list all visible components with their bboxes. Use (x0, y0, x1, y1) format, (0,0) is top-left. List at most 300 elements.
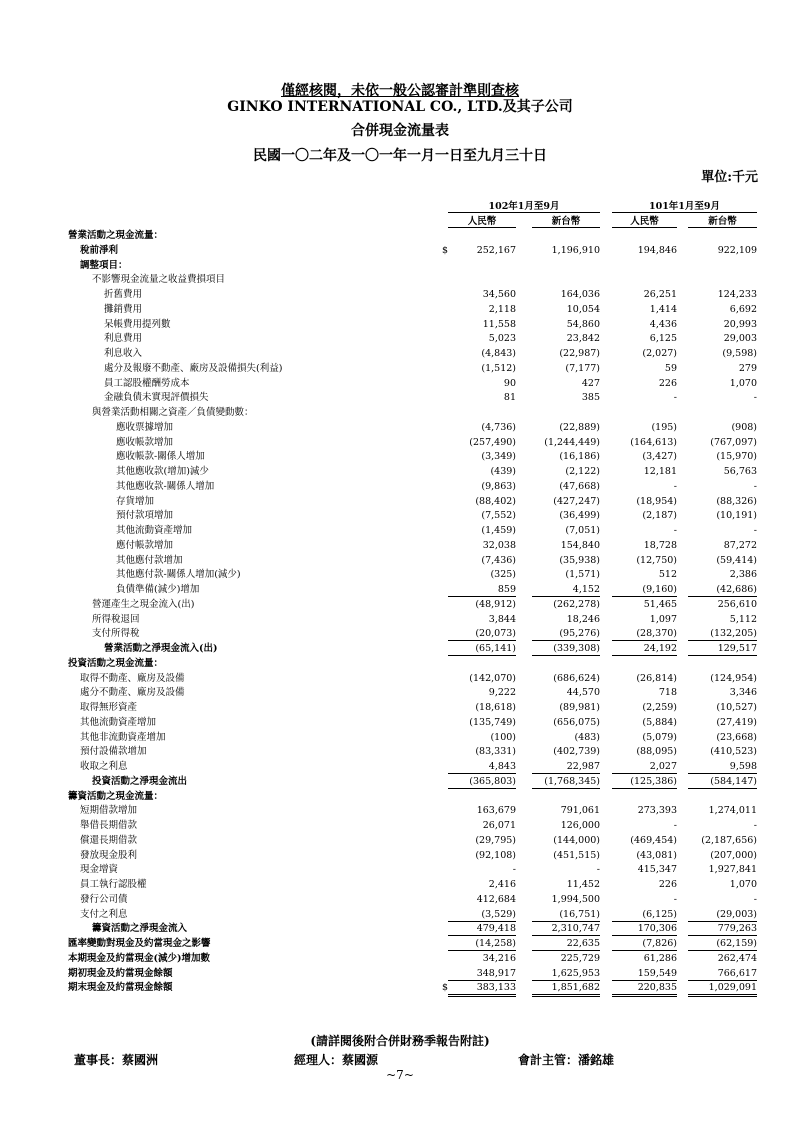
row-value: 6,125 (649, 333, 677, 345)
row-label: 利息費用 (104, 333, 143, 345)
row-value: 2,027 (612, 760, 677, 774)
row-value: 2,386 (729, 569, 757, 581)
row-value: (207,000) (710, 849, 757, 861)
row-value: (4,736) (481, 421, 516, 433)
table-row (0, 421, 800, 436)
row-label: 其他流動資產增加 (116, 525, 193, 536)
row-value: 3,844 (488, 613, 516, 625)
row-value: (325) (490, 569, 516, 581)
row-value: 34,216 (482, 952, 516, 964)
row-value: (9,160) (612, 583, 677, 597)
row-label: 其他應收款-關係人增加 (116, 480, 215, 492)
row-value: 220,835 (612, 981, 677, 997)
row-value: (28,370) (612, 627, 677, 641)
row-value: - (753, 820, 757, 831)
row-label: 員工認股權酬勞成本 (104, 377, 190, 389)
row-value: - (673, 392, 677, 404)
row-value: (29,795) (475, 834, 516, 846)
row-value: (83,331) (475, 746, 516, 758)
row-value: (584,147) (688, 775, 757, 789)
table-row (0, 952, 800, 967)
table-row (0, 863, 800, 878)
row-value: 59 (664, 362, 677, 374)
table-row (0, 760, 800, 775)
row-value: (427,247) (553, 495, 600, 507)
row-value: 12,181 (643, 466, 677, 477)
row-value: 6,692 (729, 303, 757, 315)
row-label: 營運產生之現金流入(出) (92, 598, 195, 610)
row-value: 766,617 (688, 967, 757, 981)
row-value: (144,000) (553, 834, 600, 846)
row-value: (439) (490, 466, 516, 477)
table-row (0, 229, 800, 244)
row-label: 發行公司債 (80, 893, 128, 905)
row-value: (65,141) (448, 642, 516, 656)
table-row (0, 318, 800, 333)
row-label: 匯率變動對現金及約當現金之影響 (68, 938, 211, 949)
table-row (0, 908, 800, 923)
row-label: 稅前淨利 (80, 244, 119, 256)
row-value: (26,814) (636, 672, 677, 684)
table-row (0, 642, 800, 657)
row-value: 779,263 (688, 922, 757, 936)
row-label: 收取之利息 (80, 761, 128, 772)
cash-flow-table (0, 229, 800, 996)
row-value: 2,310,747 (532, 922, 600, 936)
row-value: (767,097) (710, 436, 757, 448)
row-value: 2,118 (488, 303, 516, 315)
row-value: 479,418 (448, 922, 516, 936)
row-value: (469,454) (630, 834, 677, 846)
row-label: 不影響現金流量之收益費損項目 (92, 274, 226, 286)
row-value: 23,842 (566, 333, 600, 345)
row-value: 5,023 (488, 333, 516, 345)
dollar-sign: $ (442, 244, 449, 256)
row-value: (257,490) (469, 436, 516, 448)
row-value: (35,938) (559, 554, 600, 566)
table-row (0, 598, 800, 613)
col-rmb-101: 人民幣 (612, 213, 677, 228)
row-value: 1,097 (649, 613, 677, 625)
row-value: 90 (503, 377, 516, 389)
row-value: (124,954) (710, 672, 757, 684)
row-value: 22,635 (532, 937, 600, 951)
row-value: (89,981) (559, 702, 600, 713)
row-value: (1,512) (481, 362, 516, 374)
row-label: 期末現金及約當現金餘額 (68, 982, 173, 994)
row-value: 18,246 (566, 613, 600, 625)
row-label: 呆帳費用提列數 (104, 318, 171, 330)
row-value: 1,070 (729, 377, 757, 389)
row-value: (483) (574, 731, 600, 743)
row-value: 159,549 (612, 967, 677, 981)
row-value: (410,523) (710, 746, 757, 758)
row-label: 利息收入 (104, 348, 143, 359)
row-value: (4,843) (481, 348, 516, 359)
row-value: 124,233 (717, 289, 757, 300)
row-value: 1,414 (649, 303, 677, 315)
row-value: 194,846 (637, 244, 677, 256)
row-value: (88,326) (716, 495, 757, 507)
row-value: 126,000 (560, 820, 600, 831)
row-label: 取得不動產、廠房及設備 (80, 672, 185, 684)
row-value: 61,286 (643, 952, 677, 964)
row-label: 折舊費用 (104, 289, 143, 300)
row-value: (22,987) (559, 348, 600, 359)
row-value: - (512, 864, 516, 876)
row-value: (92,108) (475, 849, 516, 861)
row-value: (1,459) (481, 525, 516, 536)
row-value: (18,618) (475, 702, 516, 713)
row-value: 256,610 (717, 598, 757, 610)
table-row (0, 967, 800, 982)
table-row (0, 244, 800, 259)
row-value: 81 (503, 392, 516, 404)
col-rmb-102: 人民幣 (448, 213, 516, 228)
table-row (0, 686, 800, 701)
row-value: (23,668) (716, 731, 757, 743)
row-label: 攤銷費用 (104, 303, 143, 315)
row-label: 營業活動之淨現金流入(出) (104, 643, 218, 654)
row-label: 應收帳款-關係人增加 (116, 451, 205, 463)
table-row (0, 745, 800, 760)
row-value: 2,416 (488, 879, 516, 890)
row-label: 現金增資 (80, 864, 119, 876)
row-value: (3,427) (642, 451, 677, 463)
row-value: (2,122) (565, 466, 600, 477)
row-label: 員工執行認股權 (80, 879, 147, 890)
row-value: (7,051) (565, 525, 600, 536)
row-label: 調整項目： (80, 259, 128, 271)
row-value: 1,927,841 (708, 864, 757, 876)
row-value: (100) (490, 731, 516, 743)
row-label: 負債準備(減少)增加 (116, 584, 200, 595)
table-row (0, 332, 800, 347)
row-label: 舉借長期借款 (80, 820, 138, 831)
table-row (0, 731, 800, 746)
row-value: - (673, 820, 677, 831)
table-row (0, 819, 800, 834)
manager-signature: 經理人：蔡國源 (294, 1053, 379, 1067)
row-value: 9,222 (488, 687, 516, 699)
table-row (0, 362, 800, 377)
row-label: 籌資活動之現金流量： (68, 790, 164, 802)
table-row (0, 406, 800, 421)
row-value: 385 (581, 392, 600, 404)
row-value: 164,036 (560, 289, 600, 300)
table-row (0, 790, 800, 805)
footnote: (請詳閱後附合併財務季報告附註) (310, 1034, 490, 1048)
row-label: 所得稅退回 (92, 613, 140, 625)
row-label: 其他應收款(增加)減少 (116, 466, 209, 477)
statement-period: 民國一〇二年及一〇一年一月一日至九月三十日 (253, 148, 547, 164)
row-value: (10,527) (716, 702, 757, 713)
row-value: (2,187) (642, 510, 677, 522)
row-value: (262,278) (553, 598, 600, 610)
row-value: (164,613) (630, 436, 677, 448)
table-row (0, 568, 800, 583)
row-value: (10,191) (716, 510, 757, 522)
row-value: 3,346 (729, 687, 757, 699)
row-value: (88,402) (475, 495, 516, 507)
row-value: (16,751) (532, 908, 600, 922)
table-row (0, 849, 800, 864)
row-value: 26,251 (643, 289, 677, 300)
table-row (0, 627, 800, 642)
row-label: 處分不動產、廠房及設備 (80, 687, 185, 699)
row-value: (142,070) (469, 672, 516, 684)
row-label: 期初現金及約當現金餘額 (68, 967, 173, 979)
row-value: 415,347 (637, 864, 677, 876)
row-value: (1,244,449) (544, 436, 600, 448)
row-value: (132,205) (688, 627, 757, 641)
col-twd-101: 新台幣 (688, 213, 757, 228)
row-value: 18,728 (643, 539, 677, 551)
row-label: 金融負債未實現評價損失 (104, 392, 209, 404)
row-value: 1,994,500 (551, 893, 600, 905)
row-label: 支付之利息 (80, 908, 128, 920)
table-row (0, 554, 800, 569)
table-row (0, 347, 800, 362)
row-value: (22,889) (559, 421, 600, 433)
row-value: (27,419) (716, 716, 757, 728)
row-value: (18,954) (636, 495, 677, 507)
row-label: 投資活動之現金流量： (68, 657, 164, 669)
row-value: 163,679 (476, 805, 516, 817)
row-value: 4,436 (649, 318, 677, 330)
row-value: 1,196,910 (551, 244, 600, 256)
row-value: 1,625,953 (532, 967, 600, 981)
table-row (0, 804, 800, 819)
row-value: 383,133 (448, 981, 516, 997)
row-label: 籌資活動之淨現金流入 (92, 923, 188, 935)
row-value: 252,167 (476, 244, 516, 256)
row-value: (125,386) (612, 775, 677, 789)
row-value: (2,027) (642, 348, 677, 359)
row-value: 26,071 (482, 820, 516, 831)
row-value: 5,112 (729, 613, 757, 625)
row-value: 512 (658, 569, 677, 581)
table-row (0, 303, 800, 318)
row-label: 其他應付款-關係人增加(減少) (116, 569, 241, 581)
row-value: (1,571) (565, 569, 600, 581)
row-label: 預付款項增加 (116, 510, 174, 522)
row-value: 51,465 (643, 598, 677, 610)
row-value: - (596, 864, 600, 876)
table-row (0, 288, 800, 303)
row-value: - (673, 480, 677, 492)
row-value: 1,029,091 (688, 981, 757, 997)
row-value: (5,884) (642, 716, 677, 728)
row-value: (36,499) (559, 510, 600, 522)
row-value: 24,192 (612, 642, 677, 656)
col-twd-102: 新台幣 (532, 213, 600, 228)
table-row (0, 937, 800, 952)
table-row (0, 450, 800, 465)
chairman-signature: 董事長：蔡國洲 (74, 1053, 159, 1067)
row-value: - (753, 525, 757, 536)
row-value: (7,436) (481, 554, 516, 566)
row-value: (48,912) (475, 598, 516, 610)
review-notice: 僅經核閱，未依一般公認審計準則查核 (281, 83, 519, 99)
row-value: (7,552) (481, 510, 516, 522)
row-value: (9,598) (722, 348, 757, 359)
row-value: (451,515) (553, 849, 600, 861)
row-label: 應付帳款增加 (116, 539, 174, 551)
row-value: 1,274,011 (708, 805, 757, 817)
row-label: 預付設備款增加 (80, 746, 147, 758)
row-value: (59,414) (716, 554, 757, 566)
table-row (0, 377, 800, 392)
table-row (0, 583, 800, 598)
row-value: 11,558 (482, 318, 516, 330)
table-row (0, 893, 800, 908)
row-label: 發放現金股利 (80, 849, 138, 861)
row-value: 54,860 (566, 318, 600, 330)
row-value: 791,061 (560, 805, 600, 817)
row-value: (195) (651, 421, 677, 433)
statement-title: 合併現金流量表 (351, 123, 449, 139)
table-row (0, 539, 800, 554)
table-row (0, 716, 800, 731)
table-row (0, 465, 800, 480)
row-value: (12,750) (636, 554, 677, 566)
row-value: (339,308) (532, 642, 600, 656)
row-value: (88,095) (636, 746, 677, 758)
table-row (0, 524, 800, 539)
row-value: (7,177) (565, 362, 600, 374)
row-value: 56,763 (723, 466, 757, 477)
row-label: 存貨增加 (116, 495, 155, 507)
unit-label: 單位:千元 (701, 170, 758, 185)
row-value: 10,054 (566, 303, 600, 315)
row-value: 225,729 (560, 952, 600, 964)
row-value: (2,259) (642, 702, 677, 713)
row-value: 9,598 (688, 760, 757, 774)
row-value: 348,917 (448, 967, 516, 981)
row-label: 短期借款增加 (80, 805, 138, 817)
row-value: (365,803) (448, 775, 516, 789)
row-value: 44,570 (566, 687, 600, 699)
row-value: 226 (658, 377, 677, 389)
row-value: 412,684 (476, 893, 516, 905)
row-value: (135,749) (469, 716, 516, 728)
row-value: (29,003) (688, 908, 757, 922)
table-row (0, 922, 800, 937)
dollar-sign: $ (442, 982, 449, 994)
row-label: 其他非流動資產增加 (80, 731, 166, 743)
row-value: (47,668) (559, 480, 600, 492)
table-row (0, 495, 800, 510)
row-value: (7,826) (612, 937, 677, 951)
row-value: 129,517 (688, 642, 757, 656)
row-value: (402,739) (553, 746, 600, 758)
row-value: (20,073) (448, 627, 516, 641)
row-label: 應收票據增加 (116, 421, 174, 433)
row-value: 4,152 (532, 583, 600, 597)
row-value: - (673, 893, 677, 905)
table-row (0, 775, 800, 790)
row-label: 其他應付款增加 (116, 554, 183, 566)
row-value: 273,393 (637, 805, 677, 817)
row-value: 427 (581, 377, 600, 389)
row-value: (2,187,656) (701, 834, 757, 846)
table-row (0, 657, 800, 672)
row-value: - (753, 392, 757, 404)
period-101-header: 101年1月至9月 (612, 198, 757, 213)
row-value: - (673, 525, 677, 536)
row-value: 922,109 (717, 244, 757, 256)
row-value: 87,272 (723, 539, 757, 551)
row-value: (656,075) (553, 716, 600, 728)
row-value: 4,843 (448, 760, 516, 774)
table-row (0, 391, 800, 406)
table-row (0, 480, 800, 495)
table-row (0, 613, 800, 628)
row-label: 營業活動之現金流量： (68, 230, 164, 241)
row-value: 32,038 (482, 539, 516, 551)
row-value: 1,851,682 (532, 981, 600, 997)
row-value: (3,349) (481, 451, 516, 463)
row-value: 859 (448, 583, 516, 597)
row-value: 22,987 (532, 760, 600, 774)
row-value: (5,079) (642, 731, 677, 743)
row-value: 20,993 (723, 318, 757, 330)
table-row (0, 701, 800, 716)
table-row (0, 981, 800, 996)
row-value: (14,258) (448, 937, 516, 951)
company-name: GINKO INTERNATIONAL CO., LTD.及其子公司 (227, 99, 573, 115)
table-row (0, 436, 800, 451)
row-value: (16,186) (559, 451, 600, 463)
row-value: (686,624) (553, 672, 600, 684)
row-value: - (753, 480, 757, 492)
row-label: 處分及報廢不動產、廠房及設備損失(利益) (104, 362, 283, 374)
period-102-header: 102年1月至9月 (448, 198, 600, 213)
row-label: 其他流動資產增加 (80, 716, 157, 728)
row-value: (3,529) (448, 908, 516, 922)
row-value: (42,686) (688, 583, 757, 597)
row-label: 支付所得稅 (92, 628, 140, 640)
row-value: 262,474 (717, 952, 757, 964)
row-label: 本期現金及約當現金(減少)增加數 (68, 952, 210, 964)
row-value: (62,159) (688, 937, 757, 951)
row-value: - (753, 893, 757, 905)
accountant-signature: 會計主管：潘銘雄 (518, 1053, 615, 1067)
page-number: ~7~ (386, 1068, 414, 1082)
row-value: 279 (738, 362, 757, 374)
row-label: 應收帳款增加 (116, 436, 174, 448)
table-row (0, 672, 800, 687)
table-row (0, 878, 800, 893)
row-label: 取得無形資產 (80, 702, 138, 713)
row-value: (15,970) (716, 451, 757, 463)
row-value: 154,840 (560, 539, 600, 551)
row-value: (6,125) (612, 908, 677, 922)
row-value: (43,081) (636, 849, 677, 861)
row-value: (908) (731, 421, 757, 433)
table-row (0, 834, 800, 849)
table-row (0, 509, 800, 524)
row-value: 226 (658, 879, 677, 890)
row-label: 投資活動之淨現金流出 (92, 775, 188, 787)
row-value: 718 (658, 687, 677, 699)
row-value: (1,768,345) (532, 775, 600, 789)
row-label: 償還長期借款 (80, 834, 138, 846)
row-label: 與營業活動相關之資產／負債變動數： (92, 407, 254, 418)
row-value: 29,003 (723, 333, 757, 345)
row-value: (95,276) (532, 627, 600, 641)
